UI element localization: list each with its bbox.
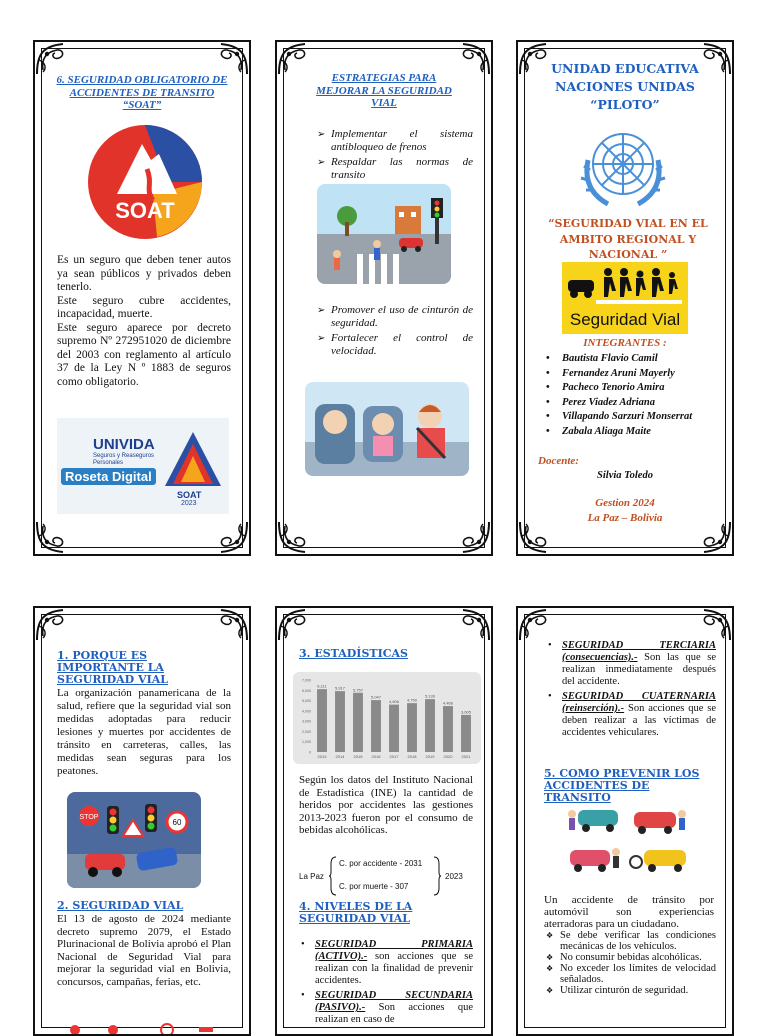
list-item: ➢ Implementar el sistema antibloqueo de frenos xyxy=(317,128,473,154)
bar-value-label: 5,139 xyxy=(424,693,436,699)
soat-paragraph: Es un seguro que deben tener autos ya sean públicos y privados deben tenerlo. Este seguro cubre accidentes, incapacidad, muerte. Este seguro aparece por decreto supremo Nº 272951020 de diciembre del 2003 con reglamento al artículo 37 de la Ley N º 1883 de seguros como obligatorio. xyxy=(57,254,231,388)
ornament-corner-icon xyxy=(455,606,493,644)
statistics-bar-chart xyxy=(293,672,481,764)
chart-bar xyxy=(461,715,471,752)
pedestrians-car-icon xyxy=(566,266,684,306)
y-tick-label: 0 xyxy=(309,750,311,755)
list-item: • Zabala Aliaga Maite xyxy=(546,425,718,440)
x-tick-label: 2021 xyxy=(461,754,471,759)
panel-portada xyxy=(516,40,734,556)
chart-bar xyxy=(317,689,327,752)
teacher-label: Docente: xyxy=(538,455,579,467)
seguridad-vial-sign xyxy=(562,262,688,334)
traffic-chaos-illustration xyxy=(67,792,201,888)
panel-estrategias xyxy=(275,40,493,556)
levels-list-continued xyxy=(546,640,716,742)
section-4-title: 4. NIVELES DE LA SEGURIDAD VIAL xyxy=(299,900,413,925)
y-tick-label: 7,000 xyxy=(302,678,311,683)
bar-value-label: 3,605 xyxy=(460,709,472,715)
level-tertiary-title: SEGURIDAD TERCIARIA (consecuencias).- xyxy=(562,640,716,663)
ornament-corner-icon xyxy=(33,40,71,78)
brace-summary xyxy=(299,856,477,896)
ornament-corner-icon xyxy=(696,606,734,644)
chart-bar xyxy=(371,700,381,752)
list-item: ❖ Utilizar cinturón de seguridad. xyxy=(544,985,716,996)
car-seatbelt-illustration xyxy=(305,382,469,476)
panel-importancia xyxy=(33,606,251,1036)
city: La Paz – Bolivia xyxy=(587,512,663,524)
management-year: Gestion 2024 xyxy=(595,497,655,509)
prevention-tips-list xyxy=(544,930,716,996)
brace-bottom-label: C. por muerte - 307 xyxy=(339,882,409,891)
ornament-corner-icon xyxy=(275,606,313,644)
univida-badge xyxy=(57,418,229,514)
soat-logo-text: SOAT xyxy=(115,198,175,223)
estrategias-title: ESTRATEGIAS PARA MEJORAR LA SEGURIDAD VIAL xyxy=(316,72,452,109)
level-secondary-text: Son acciones que realizan en caso de xyxy=(315,1002,473,1025)
y-tick-label: 3,000 xyxy=(302,719,311,724)
x-tick-label: 2018 xyxy=(407,754,417,759)
level-primary-text: son acciones que se realizan con la finalidad de prevenir accidentes. xyxy=(315,951,473,986)
ornament-corner-icon xyxy=(33,606,71,644)
x-tick-label: 2019 xyxy=(425,754,435,759)
bar-value-label: 5,757 xyxy=(352,687,364,693)
section-5-title: 5. COMO PREVENIR LOS ACCIDENTES DE TRANSITO xyxy=(544,767,700,804)
bar-value-label: 5,047 xyxy=(370,694,382,700)
x-tick-label: 2016 xyxy=(371,754,381,759)
panel-prevencion xyxy=(516,606,734,1036)
x-tick-label: 2020 xyxy=(443,754,453,759)
ornament-corner-icon xyxy=(516,606,554,644)
ornament-corner-icon xyxy=(33,518,71,556)
list-item: ❖ No exceder los límites de velocidad señalados. xyxy=(544,963,716,985)
svg-text:STOP: STOP xyxy=(79,814,99,821)
y-tick-label: 5,000 xyxy=(302,699,311,704)
list-item: ➢ Fortalecer el control de velocidad. xyxy=(317,332,473,358)
level-tertiary-text: Son las que se realizan inmediatamente después del accidente. xyxy=(562,652,716,687)
section-3-title: 3. ESTADÍSTICAS xyxy=(299,647,408,660)
chart-bar xyxy=(425,699,435,752)
roseta-digital-label: Roseta Digital xyxy=(61,468,156,485)
section-1-title: 1. PORQUE ES IMPORTANTE LA SEGURIDAD VIAL xyxy=(57,649,168,686)
list-item: • Pacheco Tenorio Amira xyxy=(546,381,718,396)
section-5-paragraph: Un accidente de tránsito por automóvil son experiencias aterradoras para un ciudadano. xyxy=(544,894,714,930)
section-2-title: 2. SEGURIDAD VIAL xyxy=(57,899,184,912)
y-tick-label: 4,000 xyxy=(302,709,311,714)
brace-top-label: C. por accidente - 2031 xyxy=(339,859,423,868)
y-tick-label: 2,000 xyxy=(302,729,311,734)
brace-right-label: 2023 xyxy=(445,872,463,881)
teacher-name: Silvia Toledo xyxy=(597,470,653,481)
bar-value-label: 4,466 xyxy=(442,700,454,706)
topic-title: “SEGURIDAD VIAL EN EL AMBITO REGIONAL Y NACIONAL ” xyxy=(548,217,708,261)
y-tick-label: 1,000 xyxy=(302,740,311,745)
chart-bar xyxy=(389,705,399,752)
list-item: • Perez Viadez Adriana xyxy=(546,396,718,411)
chart-bar xyxy=(443,706,453,752)
badge-soat-text: SOAT xyxy=(177,490,202,500)
list-item xyxy=(546,691,716,739)
level-quaternary-text: Son acciones que se deben realizar a las víctimas de accidentes vehiculares. xyxy=(562,703,716,738)
list-item: ➢ Promover el uso de cinturón de seguridad. xyxy=(317,304,473,330)
list-item xyxy=(299,990,473,1026)
bar-value-label: 6,111 xyxy=(317,683,327,689)
list-item xyxy=(299,939,473,987)
list-item: • Villapando Sarzuri Monserrat xyxy=(546,410,718,425)
x-tick-label: 2014 xyxy=(335,754,345,759)
ornament-corner-icon xyxy=(213,40,251,78)
section-3-paragraph: Según los datos del Instituto Nacional de Estadística (INE) la cantidad de heridos por accidentes las gestiones 2013-2023 fueron por el consumo de bebidas alcohólicas. xyxy=(299,774,473,836)
un-emblem-icon xyxy=(568,120,678,218)
ornament-corner-icon xyxy=(455,518,493,556)
bar-value-label: 4,750 xyxy=(406,697,418,703)
level-primary-title: SEGURIDAD PRIMARIA (ACTIVO).- xyxy=(315,939,473,962)
bottom-icons-row xyxy=(63,1018,223,1034)
list-item: • Bautista Flavio Camil xyxy=(546,352,718,367)
members-label: INTEGRANTES : xyxy=(583,337,667,349)
members-list xyxy=(546,352,718,439)
panel-soat xyxy=(33,40,251,556)
list-item: • Fernandez Aruni Mayerly xyxy=(546,367,718,382)
soat-title: 6. SEGURIDAD OBLIGATORIO DE ACCIDENTES DE TRANSITO “SOAT” xyxy=(56,74,228,111)
chart-bar xyxy=(407,703,417,752)
soat-triangle-icon xyxy=(163,430,223,490)
seguridad-vial-sign-text: Seguridad Vial xyxy=(569,310,681,329)
ornament-corner-icon xyxy=(275,518,313,556)
level-quaternary-title: SEGURIDAD CUATERNARIA (reinserción).- xyxy=(562,691,716,714)
svg-text:60: 60 xyxy=(172,818,182,827)
section-2-paragraph: El 13 de agosto de 2024 mediante decreto supremo 2079, el Estado Plurinacional de Bolivia aprobó el Plan Nacional de Seguridad Vial para mejorar la seguridad vial en Bolivia, concursos, campañas, ferias, etc. xyxy=(57,913,231,988)
ornament-corner-icon xyxy=(213,606,251,644)
chart-bar xyxy=(335,691,345,752)
x-tick-label: 2015 xyxy=(353,754,363,759)
strategies-list-b xyxy=(317,304,473,360)
school-name: UNIDAD EDUCATIVA NACIONES UNIDAS “PILOTO” xyxy=(551,61,699,112)
list-item: ❖ Se debe verificar las condiciones mecánicas de los vehículos. xyxy=(544,930,716,952)
list-item: ❖ No consumir bebidas alcohólicas. xyxy=(544,952,716,963)
strategies-list-a xyxy=(317,128,473,184)
prevention-illustration xyxy=(564,802,694,878)
section-1-paragraph: La organización panamericana de la salud, refiere que la seguridad vial son medidas adoptadas para reducir lesiones y muertes por accidentes de tránsito en carreteras, calles, las medidas sean seguras para los peatones. xyxy=(57,687,231,777)
bar-value-label: 4,606 xyxy=(388,699,400,705)
univida-subtitle: Seguros y Reaseguros Personales xyxy=(93,453,155,466)
list-item xyxy=(546,640,716,688)
brace-right-icon xyxy=(433,856,441,896)
brace-left-label: La Paz xyxy=(299,872,324,881)
soat-logo-icon xyxy=(87,124,203,240)
x-tick-label: 2017 xyxy=(389,754,399,759)
level-secondary-title: SEGURIDAD SECUNDARIA (PASIVO).- xyxy=(315,990,473,1013)
panel-estadisticas xyxy=(275,606,493,1036)
brace-left-icon xyxy=(329,856,337,896)
levels-list xyxy=(299,939,473,1029)
y-tick-label: 6,000 xyxy=(302,688,311,693)
street-crossing-illustration xyxy=(317,184,451,284)
x-tick-label: 2013 xyxy=(317,754,327,759)
bar-value-label: 5,917 xyxy=(334,685,346,691)
badge-year-text: 2023 xyxy=(181,500,197,507)
chart-bar xyxy=(353,693,363,752)
univida-brand: UNIVIDA xyxy=(93,436,155,453)
list-item: ➢ Respaldar las normas de transito xyxy=(317,156,473,182)
ornament-corner-icon xyxy=(213,518,251,556)
